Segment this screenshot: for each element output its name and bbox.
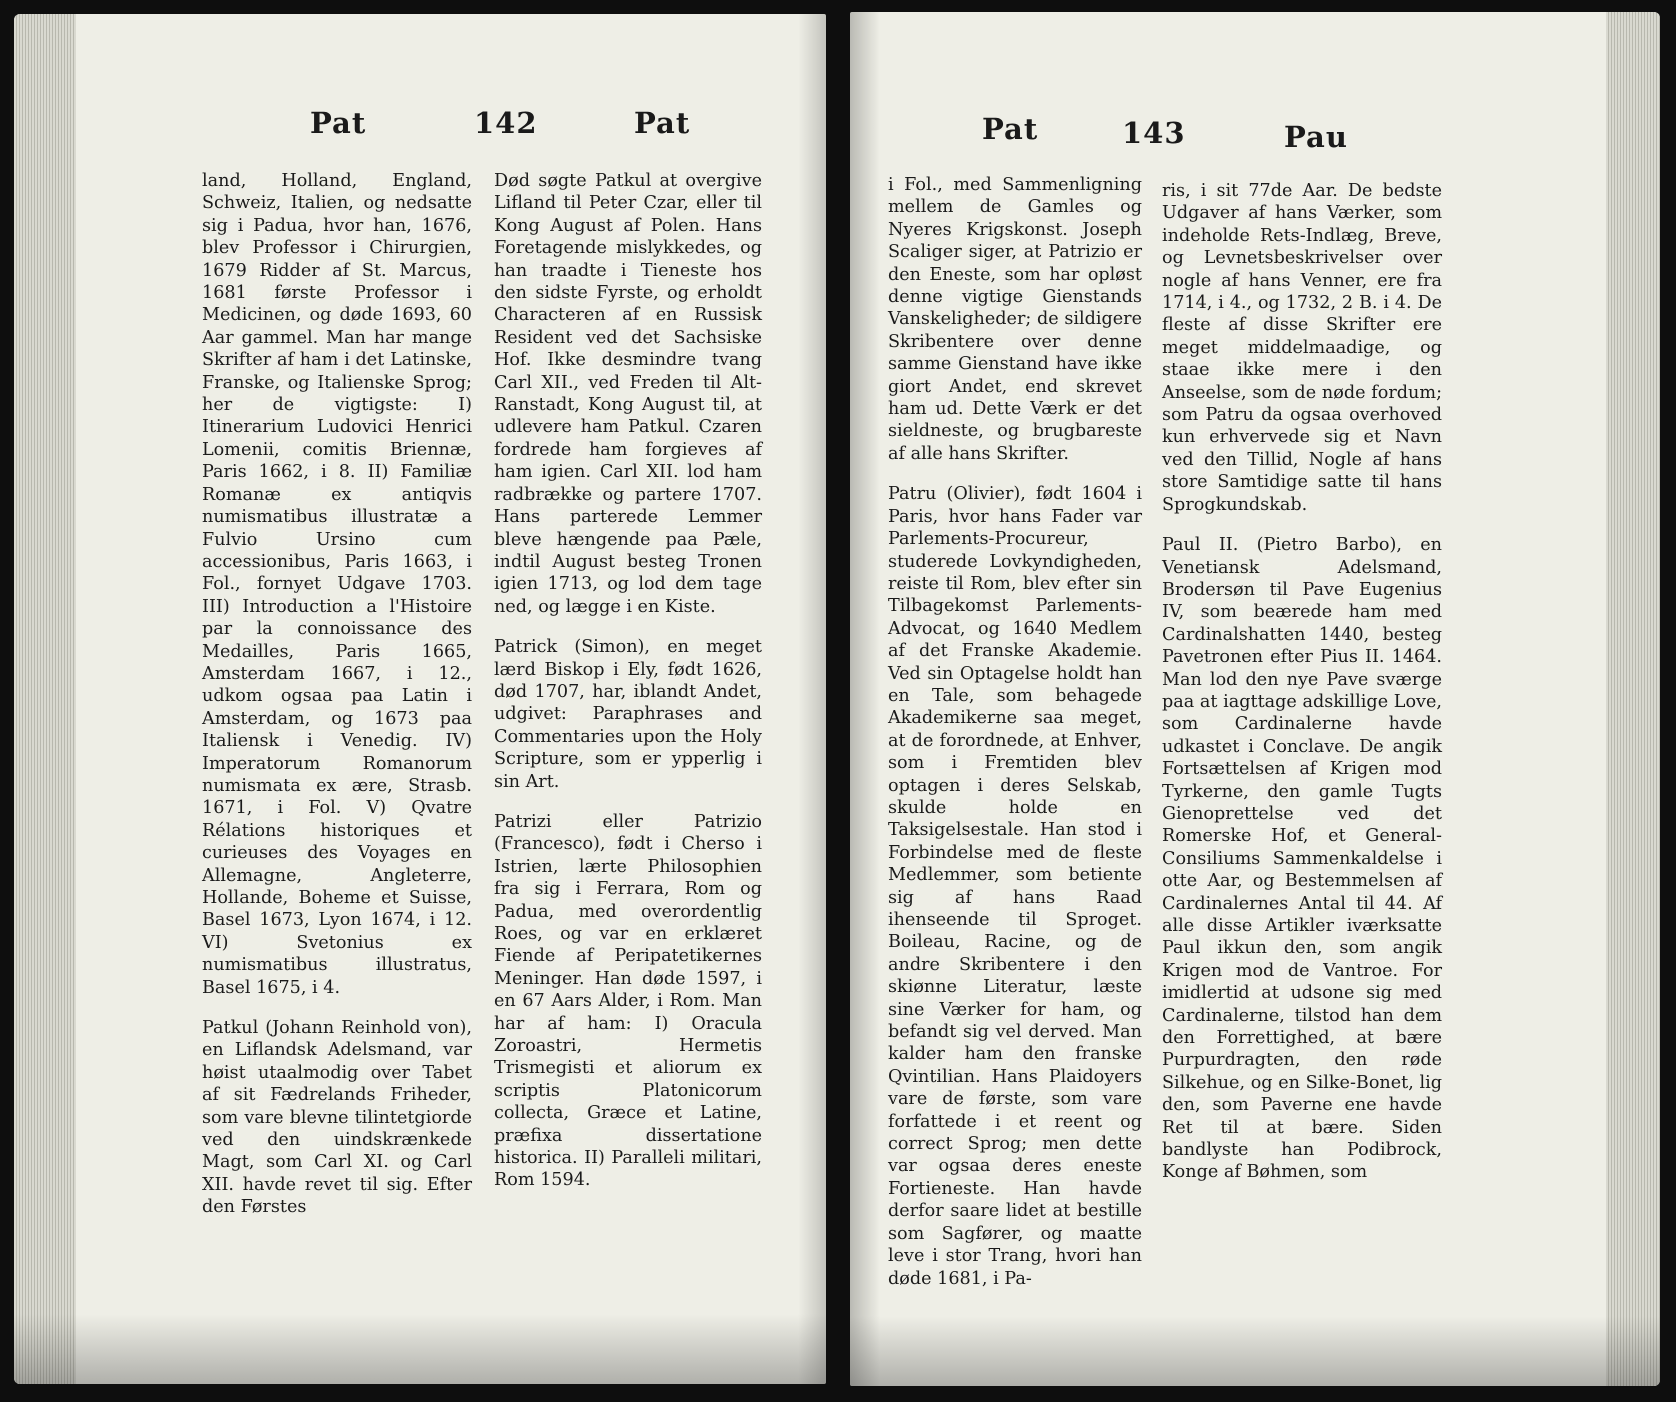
right-page-bottom-shadow bbox=[850, 1316, 1660, 1386]
paragraph-patrizi-continued: i Fol., med Sammenligning mellem de Gamles og Nyeres Krigskonst. Joseph Scaliger siger, at Patrizio er den Eneste, som har opløst denne vigtige Gienstands Vanskeligheder; de sildigere Skribentere over denne samme Gienstand have ikke giort Andet, end skrevet ham ud. Dette Værk er det sieldneste, og brugbareste af alle hans Skrifter. bbox=[888, 175, 1142, 464]
running-head-right: Pau bbox=[1284, 120, 1348, 154]
left-page-edges bbox=[14, 14, 76, 1384]
paragraph-patkul-continued: Død søgte Patkul at overgive Lifland til Peter Czar, eller til Kong August af Polen. Hans Foretagende mislykkedes, og han traadte i Tieneste hos den sidste Fyrste, og erholdt Characteren af en Russisk Resident ved det Sachsiske Hof. Ikke desmindre tvang Carl XII., ved Freden til Alt-Ranstadt, Kong August til, at udlevere ham Patkul. Czaren fordrede ham forgieves af ham igien. Carl XII. lod ham radbrække og partere 1707. Hans parterede Lemmer bleve hængende paa Pæle, indtil August besteg Tronen igien 1713, og lod dem tage ned, og lægge i en Kiste. bbox=[494, 171, 762, 617]
entry-patkul: Patkul (Johann Reinhold von), en Liflandsk Adelsmand, var høist utaalmodig over Tabet af sit Fædrelands Friheder, som vare blevne tilintetgiorde ved den uindskrænkede Magt, som Carl XI. og Carl XII. havde revet til sig. Efter den Førstes bbox=[202, 1018, 472, 1218]
entry-patru: Patru (Olivier), født 1604 i Paris, hvor hans Fader var Parlements-Procureur, studerede Lovkyndigheden, reiste til Rom, blev efter sin Tilbagekomst Parlements-Advocat, og 1640 Medlem af det Franske Akademie. Ved sin Optagelse holdt han en Tale, som behagede Akademikerne saa meget, at de forordnede, at Enhver, som i Fremtiden blev optagen i deres Selskab, skulde holde en Taksigelsestale. Han stod i Forbindelse med de fleste Medlemmer, som betiente sig af hans Raad ihenseende til Sproget. Boileau, Racine, og de andre Skribentere i den skiønne Literatur, læste sine Værker for ham, og befandt sig vel derved. Man kalder ham den franske Qvintilian. Hans Plaidoyers vare de første, som vare forfattede i et reent og correct Sprog; men dette var ogsaa deres eneste Fortieneste. Han havde derfor saare lidet at bestille som Sagfører, og maatte leve i stor Trang, hvori han døde 1681, i Pa- bbox=[888, 484, 1142, 1289]
entry-paul-ii: Paul II. (Pietro Barbo), en Venetiansk Adelsmand, Brodersøn til Pave Eugenius IV, som beærede ham med Cardinalshatten 1440, besteg Pavetronen efter Pius II. 1464. Man lod den nye Pave sværge paa at iagttage adskillige Love, som Cardinalerne havde udkastet i Conclave. De angik Fortsættelsen af Krigen mod Tyrkerne, den gamle Tugts Gienoprettelse ved det Romerske Hof, et General-Consiliums Sammenkaldelse i otte Aar, og Bestemmelsen af Cardinalernes Antal til 44. Af alle disse Artikler iværksatte Paul ikkun den, som angik Krigen mod de Vantroe. For imidlertid at udsone sig med Cardinalerne, tilstod han dem den Forrettighed, at bære Purpurdragten, den røde Silkehue, og en Silke-Bonet, lig den, som Paverne ene havde Ret til at bære. Siden bandlyste han Podibrock, Konge af Bøhmen, som bbox=[1162, 535, 1442, 1183]
running-head-left: Pat bbox=[982, 112, 1039, 146]
entry-patrick: Patrick (Simon), en meget lærd Biskop i Ely, født 1626, død 1707, har, iblandt Andet, udgivet: Paraphrases and Commentaries upon the Holy Scripture, som er ypperlig i sin Art. bbox=[494, 637, 762, 792]
right-page-edges bbox=[1606, 12, 1660, 1386]
running-head-right: Pat bbox=[634, 106, 691, 140]
right-page bbox=[850, 12, 1660, 1386]
right-page-column-2 bbox=[1162, 180, 1442, 1184]
right-gutter-shadow bbox=[850, 12, 880, 1386]
paragraph-patru-continued: ris, i sit 77de Aar. De bedste Udgaver af hans Værker, som indeholde Rets-Indlæg, Breve, og Levnetsbeskrivelser over nogle af hans Venner, ere fra 1714, i 4., og 1732, 2 B. i 4. De fleste af disse Skrifter ere meget middelmaadige, og staae ikke mere i den Anseelse, som de nøde fordum; som Patru da ogsaa overhoved kun erhvervede sig et Navn ved den Tillid, Nogle af hans store Samtidige satte til hans Sprogkundskab. bbox=[1162, 181, 1442, 515]
left-gutter-shadow bbox=[798, 14, 826, 1384]
page-number-right: 143 bbox=[1122, 116, 1186, 150]
paragraph-patin-continued: land, Holland, England, Schweiz, Italien, og nedsatte sig i Padua, hvor han, 1676, blev Professor i Chirurgien, 1679 Ridder af St. Marcus, 1681 første Professor i Medicinen, og døde 1693, 60 Aar gammel. Man har mange Skrifter af ham i det Latinske, Franske, og Italienske Sprog; her de vigtigste: I) Itinerarium Ludovici Henrici Lomenii, comitis Briennæ, Paris 1662, i 8. II) Familiæ Romanæ ex antiqvis numismatibus illustratæ a Fulvio Ursino cum accessionibus, Paris 1663, i Fol., fornyet Udgave 1703. III) Introduction a l'Histoire par la connoissance des Medailles, Paris 1665, Amsterdam 1667, i 12., udkom ogsaa paa Latin i Amsterdam, og 1673 paa Italiensk i Venedig. IV) Imperatorum Romanorum numismata ex ære, Strasb. 1671, i Fol. V) Qvatre Rélations historiques et curieuses des Voyages en Allemagne, Angleterre, Hollande, Boheme et Suisse, Basel 1673, Lyon 1674, i 12. VI) Svetonius ex numismatibus illustratus, Basel 1675, i 4. bbox=[202, 171, 472, 998]
left-page bbox=[14, 14, 826, 1384]
page-number-left: 142 bbox=[474, 106, 538, 140]
right-page-column-1 bbox=[888, 174, 1142, 1290]
left-page-bottom-shadow bbox=[14, 1314, 826, 1384]
running-head-left: Pat bbox=[310, 106, 367, 140]
entry-patrizi: Patrizi eller Patrizio (Francesco), født i Cherso i Istrien, lærte Philosophien fra sig i Ferrara, Rom og Padua, med overordentlig Roes, og var en erklæret Fiende af Peripatetikernes Meninger. Han døde 1597, i en 67 Aars Alder, i Rom. Man har af ham: I) Oracula Zoroastri, Hermetis Trismegisti et aliorum ex scriptis Platonicorum collecta, Græce et Latine, præfixa dissertatione historica. II) Paralleli militari, Rom 1594. bbox=[494, 811, 762, 1191]
left-page-column-2 bbox=[494, 170, 762, 1192]
left-page-column-1 bbox=[202, 170, 472, 1219]
